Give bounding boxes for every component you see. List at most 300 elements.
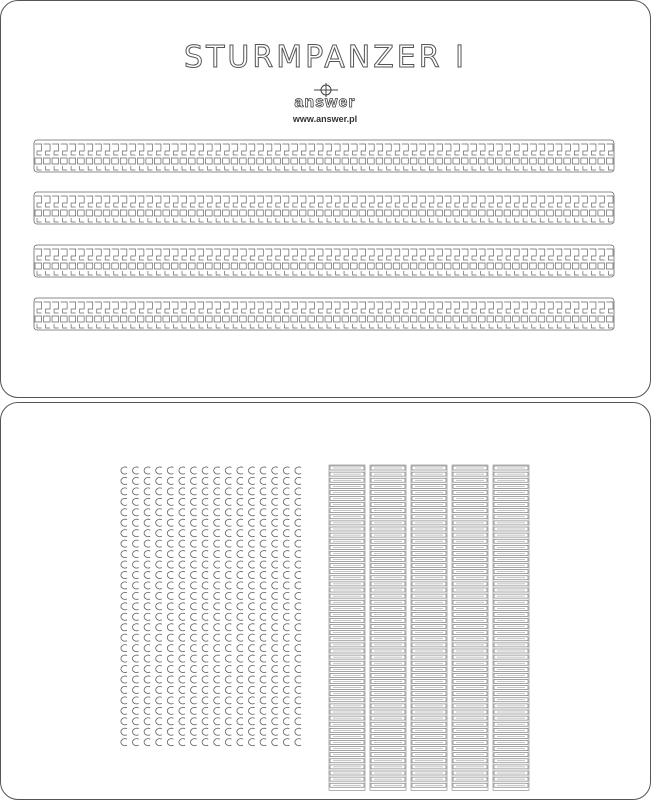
track-link [410, 249, 417, 275]
bar-part [453, 698, 487, 702]
track-link [189, 144, 196, 170]
track-link [112, 196, 119, 222]
bar-part [412, 728, 446, 732]
track-link [504, 249, 511, 275]
bar-part [371, 741, 405, 745]
bar-part [330, 497, 364, 501]
track-link [61, 144, 68, 170]
track-link [163, 144, 170, 170]
bar-part [453, 734, 487, 738]
track-link [112, 302, 119, 328]
track-link [461, 144, 468, 170]
track-link [376, 302, 383, 328]
track-link [86, 249, 93, 275]
bar-part [371, 515, 405, 519]
bar-part [371, 539, 405, 543]
track-link [282, 196, 289, 222]
bar-part [330, 606, 364, 610]
bar-part [371, 698, 405, 702]
bar-part [412, 667, 446, 671]
track-link [419, 302, 426, 328]
bar-part [494, 619, 528, 623]
bar-part [453, 539, 487, 543]
track-link [521, 144, 528, 170]
bar-part [412, 783, 446, 787]
track-link [299, 249, 306, 275]
track-strip [34, 140, 614, 172]
bar-part [412, 753, 446, 757]
track-link [223, 196, 230, 222]
bar-part [330, 521, 364, 525]
bar-part [412, 722, 446, 726]
bar-parts-columns [0, 402, 653, 800]
track-link [291, 302, 298, 328]
bar-part [453, 521, 487, 525]
bar-part [371, 643, 405, 647]
track-link [265, 144, 272, 170]
bar-part [330, 533, 364, 537]
track-link [146, 249, 153, 275]
track-link [419, 144, 426, 170]
track-link [120, 249, 127, 275]
bar-part [453, 728, 487, 732]
bar-part [330, 643, 364, 647]
track-link [487, 196, 494, 222]
track-link [479, 249, 486, 275]
bar-part [494, 600, 528, 604]
track-link [487, 302, 494, 328]
track-link [78, 249, 85, 275]
track-link [589, 144, 596, 170]
track-link [78, 302, 85, 328]
track-link [240, 249, 247, 275]
track-link [163, 196, 170, 222]
track-link [530, 196, 537, 222]
track-link [402, 249, 409, 275]
bar-part [371, 673, 405, 677]
bar-part [494, 741, 528, 745]
bar-part [412, 686, 446, 690]
bar-part [412, 497, 446, 501]
bar-part [494, 509, 528, 513]
track-link [368, 249, 375, 275]
track-link [171, 144, 178, 170]
bar-part [330, 734, 364, 738]
bar-part [371, 478, 405, 482]
track-link [274, 144, 281, 170]
track-link [120, 144, 127, 170]
track-link [163, 302, 170, 328]
bar-part [330, 478, 364, 482]
track-link [538, 196, 545, 222]
track-link [154, 302, 161, 328]
bar-part [494, 545, 528, 549]
bar-part [494, 686, 528, 690]
track-link [530, 302, 537, 328]
bar-part [453, 497, 487, 501]
bar-part [371, 686, 405, 690]
bar-part [371, 716, 405, 720]
bar-part [371, 655, 405, 659]
track-link [427, 249, 434, 275]
bar-part [412, 692, 446, 696]
bar-part [453, 655, 487, 659]
track-link [504, 196, 511, 222]
track-link [513, 249, 520, 275]
bar-part [453, 704, 487, 708]
bar-part [453, 765, 487, 769]
bar-part [453, 692, 487, 696]
bar-part [412, 509, 446, 513]
track-link [487, 249, 494, 275]
track-link [180, 302, 187, 328]
track-link [504, 302, 511, 328]
bar-part [412, 661, 446, 665]
track-link [606, 144, 613, 170]
bar-part [453, 503, 487, 507]
bar-part [330, 680, 364, 684]
bar-part [330, 594, 364, 598]
bar-part [330, 667, 364, 671]
bar-part [330, 747, 364, 751]
track-link [223, 302, 230, 328]
track-link [325, 196, 332, 222]
track-link [436, 196, 443, 222]
track-link [589, 249, 596, 275]
bar-part [371, 637, 405, 641]
track-link [112, 144, 119, 170]
track-link [342, 302, 349, 328]
bar-part [330, 765, 364, 769]
bar-part [453, 551, 487, 555]
bar-part [412, 594, 446, 598]
bar-part [412, 637, 446, 641]
track-link [564, 196, 571, 222]
track-link [402, 144, 409, 170]
track-link [504, 144, 511, 170]
bar-part [494, 722, 528, 726]
bar-column [452, 465, 488, 790]
track-link [308, 302, 315, 328]
bar-part [453, 625, 487, 629]
track-link [316, 196, 323, 222]
track-link [479, 144, 486, 170]
bar-part [412, 527, 446, 531]
track-link [410, 196, 417, 222]
track-link [86, 196, 93, 222]
bar-part [412, 564, 446, 568]
track-link [120, 302, 127, 328]
bar-part [494, 588, 528, 592]
track-link [214, 249, 221, 275]
bar-part [330, 551, 364, 555]
track-link [461, 196, 468, 222]
track-strip [34, 298, 614, 330]
track-link [282, 144, 289, 170]
track-link [376, 249, 383, 275]
bar-part [330, 570, 364, 574]
track-link [564, 249, 571, 275]
bar-part [371, 503, 405, 507]
bar-part [412, 741, 446, 745]
track-link [257, 249, 264, 275]
track-link [214, 302, 221, 328]
track-link [461, 302, 468, 328]
track-link [120, 196, 127, 222]
track-link [299, 144, 306, 170]
track-link [146, 302, 153, 328]
bar-part [330, 472, 364, 476]
bar-part [330, 673, 364, 677]
bar-part [453, 680, 487, 684]
track-link [274, 196, 281, 222]
bar-part [371, 594, 405, 598]
track-link [393, 196, 400, 222]
track-link [137, 302, 144, 328]
bar-part [330, 637, 364, 641]
track-link [530, 249, 537, 275]
bar-column [411, 465, 447, 790]
track-link [470, 144, 477, 170]
track-link [572, 144, 579, 170]
track-link [248, 144, 255, 170]
bar-part [453, 771, 487, 775]
track-link [402, 302, 409, 328]
track-link [547, 144, 554, 170]
track-link [316, 249, 323, 275]
bar-column [329, 465, 365, 790]
bar-part [494, 643, 528, 647]
track-link [521, 249, 528, 275]
bar-part [494, 771, 528, 775]
bar-part [412, 521, 446, 525]
bar-part [330, 619, 364, 623]
track-link [44, 144, 51, 170]
bar-part [453, 741, 487, 745]
track-link [146, 196, 153, 222]
track-link [299, 196, 306, 222]
track-link [376, 196, 383, 222]
bar-part [494, 515, 528, 519]
bar-column [370, 465, 406, 790]
bar-part [494, 490, 528, 494]
bar-part [371, 570, 405, 574]
bar-part [494, 716, 528, 720]
track-link [351, 302, 358, 328]
track-link [444, 249, 451, 275]
track-link [35, 196, 42, 222]
bar-part [330, 509, 364, 513]
bar-part [494, 582, 528, 586]
bar-part [453, 527, 487, 531]
bar-part [412, 643, 446, 647]
bar-part [412, 777, 446, 781]
bar-part [330, 771, 364, 775]
bar-part [494, 698, 528, 702]
track-link [197, 144, 204, 170]
bar-part [412, 710, 446, 714]
track-link [171, 249, 178, 275]
track-link [393, 144, 400, 170]
bar-part [371, 649, 405, 653]
track-link [223, 249, 230, 275]
bar-part [494, 521, 528, 525]
track-link [334, 144, 341, 170]
track-link [265, 249, 272, 275]
bar-part [371, 509, 405, 513]
track-link [496, 144, 503, 170]
track-link [538, 249, 545, 275]
track-link [112, 249, 119, 275]
bar-part [330, 588, 364, 592]
track-link [69, 196, 76, 222]
bar-part [453, 783, 487, 787]
bar-part [494, 673, 528, 677]
bar-part [494, 625, 528, 629]
track-link [368, 302, 375, 328]
bar-part [330, 777, 364, 781]
track-link [555, 196, 562, 222]
bar-part [371, 619, 405, 623]
track-link [78, 144, 85, 170]
track-link [538, 144, 545, 170]
bar-part [412, 631, 446, 635]
track-link [479, 196, 486, 222]
bar-part [453, 545, 487, 549]
bar-part [453, 637, 487, 641]
bar-part [371, 625, 405, 629]
track-link [487, 144, 494, 170]
track-link [393, 302, 400, 328]
bar-part [330, 484, 364, 488]
bar-part [371, 722, 405, 726]
track-link [342, 144, 349, 170]
track-link [470, 249, 477, 275]
track-link [359, 249, 366, 275]
bar-part [453, 661, 487, 665]
bar-part [412, 698, 446, 702]
track-link [359, 302, 366, 328]
track-link [180, 196, 187, 222]
bar-part [494, 753, 528, 757]
bar-part [412, 673, 446, 677]
track-link [44, 196, 51, 222]
track-link [564, 302, 571, 328]
track-link [444, 196, 451, 222]
bar-part [412, 539, 446, 543]
track-link [342, 249, 349, 275]
track-link [69, 302, 76, 328]
track-link [146, 144, 153, 170]
track-link [581, 249, 588, 275]
bar-part [330, 783, 364, 787]
bar-part [494, 765, 528, 769]
track-link [513, 302, 520, 328]
brand-logo: answer [294, 94, 356, 111]
bar-part [371, 564, 405, 568]
track-link [589, 196, 596, 222]
track-link [385, 302, 392, 328]
track-link [214, 196, 221, 222]
bar-part [412, 484, 446, 488]
track-link [52, 196, 59, 222]
bar-part [371, 545, 405, 549]
bar-part [412, 655, 446, 659]
track-link [129, 249, 136, 275]
track-link [419, 196, 426, 222]
track-link [35, 302, 42, 328]
bar-part [412, 466, 446, 470]
track-link [206, 249, 213, 275]
bar-part [412, 576, 446, 580]
track-link [103, 249, 110, 275]
bar-part [330, 728, 364, 732]
bar-part [330, 539, 364, 543]
track-link [555, 144, 562, 170]
track-link [103, 144, 110, 170]
bar-part [453, 759, 487, 763]
track-link [547, 196, 554, 222]
bar-part [412, 600, 446, 604]
track-link [402, 196, 409, 222]
track-link [291, 144, 298, 170]
track-link [214, 144, 221, 170]
track-link [206, 144, 213, 170]
bar-part [412, 716, 446, 720]
track-link [453, 196, 460, 222]
track-link [359, 144, 366, 170]
bar-part [371, 667, 405, 671]
track-link [555, 302, 562, 328]
bar-part [412, 533, 446, 537]
bar-part [412, 558, 446, 562]
track-link [86, 302, 93, 328]
bar-part [371, 783, 405, 787]
track-link [265, 302, 272, 328]
track-link [530, 144, 537, 170]
bar-part [371, 582, 405, 586]
bar-part [371, 527, 405, 531]
bar-part [412, 515, 446, 519]
bar-part [494, 612, 528, 616]
track-link [325, 144, 332, 170]
track-link [598, 196, 605, 222]
bar-part [494, 759, 528, 763]
track-link [171, 196, 178, 222]
bar-part [412, 649, 446, 653]
track-link [521, 196, 528, 222]
track-link [334, 249, 341, 275]
bar-part [494, 728, 528, 732]
track-link [223, 144, 230, 170]
track-link [95, 302, 102, 328]
track-link [334, 196, 341, 222]
track-link [453, 302, 460, 328]
track-link [368, 144, 375, 170]
bar-part [412, 765, 446, 769]
bar-part [494, 692, 528, 696]
track-link [137, 249, 144, 275]
track-link [197, 196, 204, 222]
bar-part [371, 710, 405, 714]
bar-part [330, 741, 364, 745]
track-link [129, 144, 136, 170]
track-link [410, 144, 417, 170]
track-link [52, 249, 59, 275]
track-link [69, 249, 76, 275]
track-link [444, 144, 451, 170]
bar-part [494, 649, 528, 653]
